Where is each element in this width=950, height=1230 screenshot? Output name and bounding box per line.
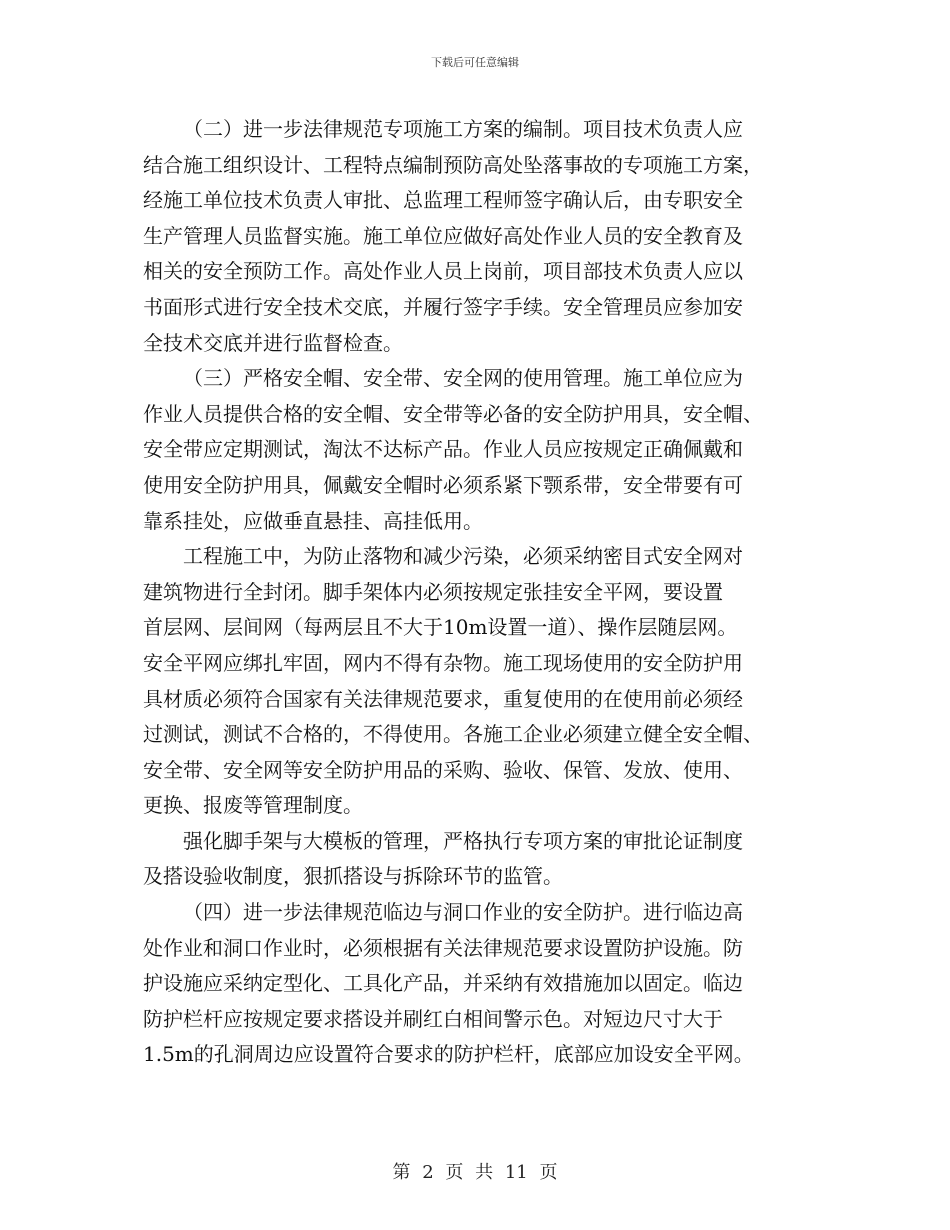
paragraph-line: 防护栏杆应按规定要求搭设并刷红白相间警示色。对短边尺寸大于 — [143, 1006, 723, 1031]
paragraph-line: 强化脚手架与大模板的管理，严格执行专项方案的审批论证制度 — [183, 828, 743, 853]
paragraph-line: 安全平网应绑扎牢固，网内不得有杂物。施工现场使用的安全防护用 — [143, 650, 743, 675]
page-number: 第 2 页 共 11 页 — [392, 1162, 558, 1183]
paragraph-line: 结合施工组织设计、工程特点编制预防高处坠落事故的专项施工方案， — [143, 152, 763, 177]
paragraph-line: 安全带应定期测试，淘汰不达标产品。作业人员应按规定正确佩戴和 — [143, 437, 743, 462]
paragraph-line: （四）进一步法律规范临边与洞口作业的安全防护。进行临边高 — [183, 900, 743, 925]
paragraph-line: 首层网、层间网（每两层且不大于10m设置一道）、操作层随层网。 — [143, 615, 738, 640]
paragraph-line: 过测试，测试不合格的，不得使用。各施工企业必须建立健全安全帽、 — [143, 722, 763, 747]
paragraph-line: 处作业和洞口作业时，必须根据有关法律规范要求设置防护设施。防 — [143, 935, 743, 960]
paragraph-line: 护设施应采纳定型化、工具化产品，并采纳有效措施加以固定。临边 — [143, 971, 743, 996]
paragraph-line: 经施工单位技术负责人审批、总监理工程师签字确认后，由专职安全 — [143, 188, 743, 213]
paragraph-safety-net — [143, 539, 815, 824]
paragraph-line: 安全带、安全网等安全防护用品的采购、验收、保管、发放、使用、 — [143, 757, 743, 782]
paragraph-line: 更换、报废等管理制度。 — [143, 793, 363, 818]
paragraph-line: 全技术交底并进行监督检查。 — [143, 330, 403, 355]
paragraph-2 — [143, 112, 815, 361]
paragraph-line: 书面形式进行安全技术交底，并履行签字手续。安全管理员应参加安 — [143, 294, 743, 319]
paragraph-line: 相关的安全预防工作。高处作业人员上岗前，项目部技术负责人应以 — [143, 259, 743, 284]
paragraph-line: 生产管理人员监督实施。施工单位应做好高处作业人员的安全教育及 — [143, 223, 743, 248]
paragraph-3 — [143, 361, 815, 539]
paragraph-line: （三）严格安全帽、安全带、安全网的使用管理。施工单位应为 — [183, 366, 743, 391]
paragraph-line: 建筑物进行全封闭。脚手架体内必须按规定张挂安全平网，要设置 — [143, 579, 723, 604]
page-header: 下载后可任意编辑 — [431, 56, 519, 69]
paragraph-line: 及搭设验收制度，狠抓搭设与拆除环节的监管。 — [143, 864, 563, 889]
paragraph-line: 工程施工中，为防止落物和减少污染，必须采纳密目式安全网对 — [183, 544, 743, 569]
paragraph-line: 具材质必须符合国家有关法律规范要求，重复使用的在使用前必须经 — [143, 686, 743, 711]
document-body — [143, 112, 815, 1073]
paragraph-line: （二）进一步法律规范专项施工方案的编制。项目技术负责人应 — [183, 117, 743, 141]
paragraph-line: 靠系挂处，应做垂直悬挂、高挂低用。 — [143, 508, 483, 533]
paragraph-scaffold — [143, 824, 815, 895]
paragraph-line: 作业人员提供合格的安全帽、安全带等必备的安全防护用具，安全帽、 — [143, 401, 763, 426]
paragraph-line: 1.5m的孔洞周边应设置符合要求的防护栏杆，底部应加设安全平网。 — [143, 1042, 754, 1067]
paragraph-4 — [143, 895, 815, 1073]
paragraph-line: 使用安全防护用具，佩戴安全帽时必须系紧下颚系带，安全带要有可 — [143, 472, 743, 497]
